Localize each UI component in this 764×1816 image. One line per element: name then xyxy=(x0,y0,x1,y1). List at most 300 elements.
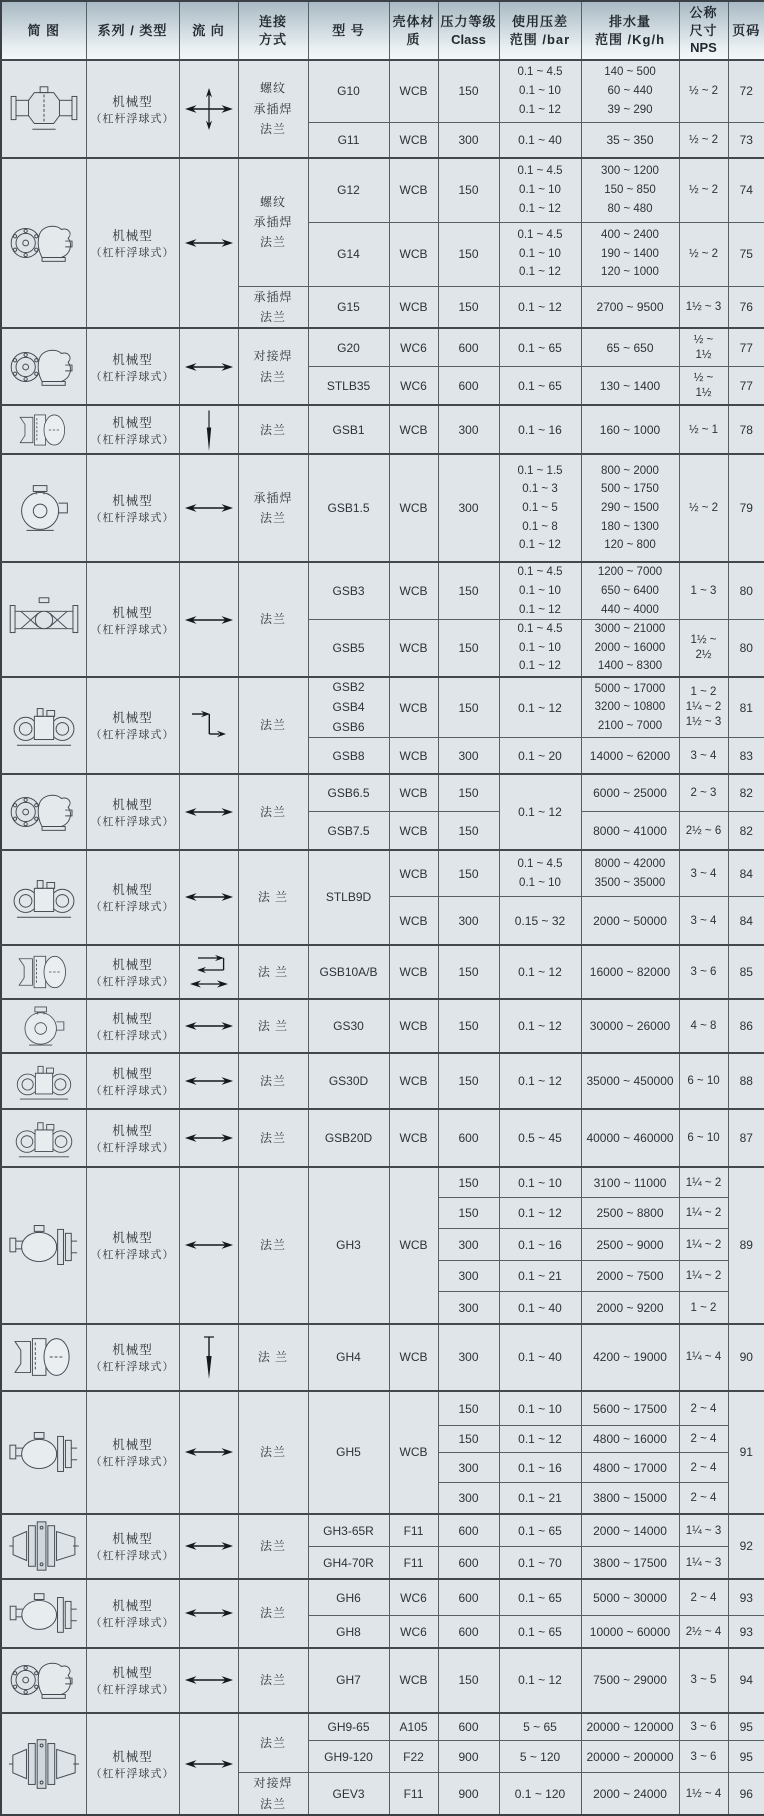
cap-line: 300 ~ 1200 xyxy=(601,165,659,178)
trap-drawing-icon xyxy=(7,1735,81,1793)
flow-cell xyxy=(179,1579,238,1648)
conn-line: 对接焊 xyxy=(253,1776,293,1791)
page-cell: 77 xyxy=(728,328,764,366)
trap-drawing-icon xyxy=(7,697,81,753)
class-cell: 150 xyxy=(438,677,499,738)
series-name: 机械型 xyxy=(112,605,153,620)
model-cell: GH9-65 xyxy=(308,1713,389,1741)
material-cell: F11 xyxy=(389,1547,438,1579)
pressure-cell: 0.1 ~ 12 xyxy=(499,1426,581,1453)
product-diagram xyxy=(1,405,86,454)
conn-line: 法兰 xyxy=(259,511,286,526)
capacity-cell: 2000 ~ 7500 xyxy=(581,1261,679,1292)
pressure-cell: 0.1 ~ 20 xyxy=(499,738,581,774)
capacity-cell: 2500 ~ 9000 xyxy=(581,1229,679,1261)
conn-line: 法兰 xyxy=(259,235,286,250)
class-cell: 600 xyxy=(438,1616,499,1648)
series-type: （杠杆浮球式） xyxy=(90,1361,175,1374)
connection-cell xyxy=(238,850,308,945)
flow-cell xyxy=(179,1167,238,1324)
table-row xyxy=(1,454,764,562)
connection-cell xyxy=(238,677,308,774)
nps-cell: 6 ~ 10 xyxy=(679,1053,728,1109)
header-line: 页码 xyxy=(732,22,761,38)
nps-cell: 1¼ ~ 2 xyxy=(679,1198,728,1229)
class-cell: 300 xyxy=(438,122,499,158)
page-cell: 86 xyxy=(728,999,764,1053)
nps-cell xyxy=(679,328,728,366)
model-cell: GH9-120 xyxy=(308,1741,389,1773)
cap-line: 120 ~ 800 xyxy=(604,539,656,552)
product-diagram xyxy=(1,945,86,999)
trap-drawing-icon xyxy=(7,1056,81,1106)
series-type: （杠杆浮球式） xyxy=(90,433,175,446)
flow-bidirectional-icon xyxy=(184,1540,234,1552)
dp-line: 0.1 ~ 10 xyxy=(519,876,561,889)
col-header-capacity-range xyxy=(581,1,679,60)
class-cell: 300 xyxy=(438,1261,499,1292)
series-cell xyxy=(86,850,179,945)
material-cell: WCB xyxy=(389,60,438,122)
pressure-cell xyxy=(499,562,581,619)
series-type: （杠杆浮球式） xyxy=(90,901,175,914)
product-diagram xyxy=(1,1713,86,1815)
class-cell: 300 xyxy=(438,738,499,774)
pressure-cell: 0.1 ~ 65 xyxy=(499,1579,581,1616)
model-line: GSB4 xyxy=(332,699,365,714)
nps-cell: 2½ ~ 6 xyxy=(679,812,728,850)
nps-line: 1½ xyxy=(695,348,712,361)
pressure-cell: 0.1 ~ 12 xyxy=(499,999,581,1053)
dp-line: 0.1 ~ 10 xyxy=(519,183,561,196)
nps-cell: 1¼ ~ 2 xyxy=(679,1261,728,1292)
cap-line: 1200 ~ 7000 xyxy=(597,566,663,579)
series-name: 机械型 xyxy=(112,711,153,726)
page-cell: 92 xyxy=(728,1514,764,1579)
material-cell: WCB xyxy=(389,620,438,677)
table-row xyxy=(1,1053,764,1109)
series-cell xyxy=(86,158,179,328)
model-cell: GSB7.5 xyxy=(308,812,389,850)
capacity-cell xyxy=(581,454,679,562)
pressure-cell: 0.1 ~ 12 xyxy=(499,945,581,999)
model-line: GSB2 xyxy=(332,680,365,695)
trap-drawing-icon xyxy=(7,784,81,840)
product-diagram xyxy=(1,328,86,405)
header-line: 质 xyxy=(406,31,421,47)
connection-cell xyxy=(238,999,308,1053)
trap-drawing-icon xyxy=(7,1216,81,1274)
nps-cell: 1¼ ~ 4 xyxy=(679,1324,728,1391)
page-cell: 79 xyxy=(728,454,764,562)
dp-line: 0.1 ~ 12 xyxy=(519,103,561,116)
pressure-cell: 0.1 ~ 12 xyxy=(499,286,581,328)
class-cell: 150 xyxy=(438,999,499,1053)
class-cell: 300 xyxy=(438,405,499,454)
series-type: （杠杆浮球式） xyxy=(90,1084,175,1097)
trap-drawing-icon xyxy=(7,1652,81,1708)
series-name: 机械型 xyxy=(112,1599,153,1614)
page-cell: 89 xyxy=(728,1167,764,1324)
capacity-cell: 2700 ~ 9500 xyxy=(581,286,679,328)
capacity-cell: 8000 ~ 41000 xyxy=(581,812,679,850)
cap-line: 290 ~ 1500 xyxy=(601,501,659,514)
flow-bidirectional-icon xyxy=(184,1674,234,1686)
material-cell: F11 xyxy=(389,1773,438,1815)
model-cell: GS30 xyxy=(308,999,389,1053)
class-cell: 150 xyxy=(438,1648,499,1713)
nps-cell xyxy=(679,366,728,405)
flow-bidirectional-icon xyxy=(184,361,234,373)
capacity-cell: 10000 ~ 60000 xyxy=(581,1616,679,1648)
material-cell: WCB xyxy=(389,812,438,850)
pressure-cell xyxy=(499,158,581,222)
header-line: 系列 / 类型 xyxy=(97,22,168,38)
conn-line: 法兰 xyxy=(259,1673,286,1688)
material-cell: WCB xyxy=(389,1324,438,1391)
pressure-cell: 0.1 ~ 12 xyxy=(499,677,581,738)
nps-cell: 1¼ ~ 3 xyxy=(679,1547,728,1579)
product-diagram xyxy=(1,454,86,562)
cap-line: 400 ~ 2400 xyxy=(601,229,659,242)
model-cell: GSB1.5 xyxy=(308,454,389,562)
page-cell: 72 xyxy=(728,60,764,122)
page-cell: 93 xyxy=(728,1579,764,1616)
series-cell xyxy=(86,1713,179,1815)
series-name: 机械型 xyxy=(112,229,153,244)
class-cell: 150 xyxy=(438,1053,499,1109)
series-name: 机械型 xyxy=(112,883,153,898)
table-row xyxy=(1,1648,764,1713)
col-header-class xyxy=(438,1,499,60)
series-name: 机械型 xyxy=(112,95,153,109)
pressure-cell: 5 ~ 65 xyxy=(499,1713,581,1741)
connection-cell xyxy=(238,1391,308,1514)
nps-cell: 3 ~ 5 xyxy=(679,1648,728,1713)
trap-drawing-icon xyxy=(7,81,81,137)
nps-line: 1½ xyxy=(695,386,712,399)
nps-line: 1½ ~ 3 xyxy=(685,716,722,729)
cap-line: 440 ~ 4000 xyxy=(601,603,659,616)
connection-cell xyxy=(238,328,308,405)
flow-step-icon xyxy=(189,709,229,741)
model-cell: G14 xyxy=(308,222,389,286)
capacity-cell: 14000 ~ 62000 xyxy=(581,738,679,774)
flow-down-icon xyxy=(204,408,214,452)
trap-drawing-icon xyxy=(7,1585,81,1641)
flow-cell xyxy=(179,945,238,999)
cap-line: 180 ~ 1300 xyxy=(601,520,659,533)
table-row xyxy=(1,850,764,897)
flow-bidirectional-icon xyxy=(184,614,234,626)
nps-cell: 3 ~ 4 xyxy=(679,738,728,774)
col-header-nps xyxy=(679,1,728,60)
flow-cell xyxy=(179,562,238,677)
series-cell xyxy=(86,405,179,454)
trap-drawing-icon xyxy=(7,407,81,453)
series-name: 机械型 xyxy=(112,797,153,812)
capacity-cell: 3100 ~ 11000 xyxy=(581,1167,679,1198)
header-line: 型 号 xyxy=(332,22,365,38)
page-cell: 80 xyxy=(728,562,764,619)
flow-cell xyxy=(179,1324,238,1391)
connection-cell xyxy=(238,454,308,562)
col-header-page xyxy=(728,1,764,60)
nps-cell xyxy=(679,620,728,677)
nps-cell: ½ ~ 2 xyxy=(679,454,728,562)
cap-line: 3500 ~ 35000 xyxy=(594,876,666,889)
flow-cell xyxy=(179,328,238,405)
series-type: （杠杆浮球式） xyxy=(90,1550,175,1563)
connection-cell xyxy=(238,1648,308,1713)
pressure-cell xyxy=(499,454,581,562)
flow-cell xyxy=(179,454,238,562)
product-diagram xyxy=(1,850,86,945)
pressure-cell: 0.1 ~ 65 xyxy=(499,1514,581,1547)
table-row xyxy=(1,158,764,222)
product-diagram xyxy=(1,1648,86,1713)
cap-line: 190 ~ 1400 xyxy=(601,247,659,260)
conn-line: 法 兰 xyxy=(257,890,289,905)
class-cell: 150 xyxy=(438,774,499,812)
page-cell: 82 xyxy=(728,774,764,812)
cap-line: 80 ~ 480 xyxy=(607,202,653,215)
nps-line: 2½ xyxy=(695,649,712,662)
conn-line: 法兰 xyxy=(259,1130,286,1145)
class-cell: 900 xyxy=(438,1773,499,1815)
dp-line: 0.1 ~ 4.5 xyxy=(517,165,563,178)
class-cell: 600 xyxy=(438,1547,499,1579)
dp-line: 0.1 ~ 3 xyxy=(522,483,558,496)
series-type: （杠杆浮球式） xyxy=(90,1249,175,1262)
material-cell: WCB xyxy=(389,122,438,158)
class-cell: 300 xyxy=(438,1292,499,1324)
series-type: （杠杆浮球式） xyxy=(90,815,175,828)
nps-cell: ½ ~ 2 xyxy=(679,60,728,122)
dp-line: 0.1 ~ 4.5 xyxy=(517,229,563,242)
nps-cell: 2 ~ 4 xyxy=(679,1483,728,1514)
material-cell: WCB xyxy=(389,405,438,454)
col-header-flow xyxy=(179,1,238,60)
connection-cell xyxy=(238,945,308,999)
model-cell: GSB10A/B xyxy=(308,945,389,999)
connection-cell xyxy=(238,562,308,677)
nps-cell: 2 ~ 4 xyxy=(679,1453,728,1483)
cap-line: 650 ~ 6400 xyxy=(601,584,659,597)
page-cell: 84 xyxy=(728,897,764,945)
series-name: 机械型 xyxy=(112,1011,153,1026)
header-line: NPS xyxy=(690,40,717,56)
material-cell: WCB xyxy=(389,562,438,619)
conn-line: 法 兰 xyxy=(257,1350,289,1365)
dp-line: 0.1 ~ 1.5 xyxy=(517,464,563,477)
capacity-cell: 5000 ~ 30000 xyxy=(581,1579,679,1616)
trap-drawing-icon xyxy=(7,592,81,648)
header-line: 简 图 xyxy=(27,22,61,38)
class-cell: 150 xyxy=(438,945,499,999)
conn-line: 承插焊 xyxy=(253,101,293,116)
capacity-cell xyxy=(581,158,679,222)
series-cell xyxy=(86,1167,179,1324)
capacity-cell: 20000 ~ 200000 xyxy=(581,1741,679,1773)
trap-drawing-icon xyxy=(7,869,81,925)
material-cell: A105 xyxy=(389,1713,438,1741)
conn-line: 法兰 xyxy=(259,1073,286,1088)
pressure-cell: 0.1 ~ 12 xyxy=(499,1053,581,1109)
product-diagram xyxy=(1,1109,86,1167)
series-type: （杠杆浮球式） xyxy=(90,1768,175,1781)
capacity-cell: 2000 ~ 24000 xyxy=(581,1773,679,1815)
trap-drawing-icon xyxy=(7,478,81,538)
class-cell: 300 xyxy=(438,897,499,945)
nps-cell: 3 ~ 6 xyxy=(679,945,728,999)
model-cell: GSB1 xyxy=(308,405,389,454)
table-row xyxy=(1,1713,764,1741)
trap-drawing-icon xyxy=(7,1423,81,1481)
col-header-connection xyxy=(238,1,308,60)
class-cell: 150 xyxy=(438,1167,499,1198)
series-cell xyxy=(86,999,179,1053)
flow-bidirectional-icon xyxy=(184,1239,234,1251)
series-name: 机械型 xyxy=(112,957,153,972)
flow-bidirectional-icon xyxy=(184,502,234,514)
nps-cell: 3 ~ 4 xyxy=(679,850,728,897)
model-cell: STLB35 xyxy=(308,366,389,405)
flow-bidirectional-icon xyxy=(184,1075,234,1087)
nps-cell: 2 ~ 4 xyxy=(679,1391,728,1426)
page-cell: 85 xyxy=(728,945,764,999)
class-cell: 300 xyxy=(438,1324,499,1391)
product-diagram xyxy=(1,60,86,158)
pressure-cell: 0.1 ~ 21 xyxy=(499,1483,581,1514)
material-cell: WCB xyxy=(389,454,438,562)
product-diagram xyxy=(1,1579,86,1648)
pressure-cell: 0.1 ~ 16 xyxy=(499,405,581,454)
trap-drawing-icon xyxy=(7,215,81,271)
nps-cell: 4 ~ 8 xyxy=(679,999,728,1053)
nps-line: ½ ~ xyxy=(693,371,714,384)
connection-cell xyxy=(238,286,308,328)
series-cell xyxy=(86,774,179,850)
class-cell: 150 xyxy=(438,1426,499,1453)
table-row xyxy=(1,1324,764,1391)
trap-drawing-icon xyxy=(7,1002,81,1050)
class-cell: 600 xyxy=(438,328,499,366)
capacity-cell: 3800 ~ 15000 xyxy=(581,1483,679,1514)
series-cell xyxy=(86,562,179,677)
series-name: 机械型 xyxy=(112,1666,153,1681)
series-name: 机械型 xyxy=(112,1532,153,1547)
pressure-cell: 0.1 ~ 40 xyxy=(499,1324,581,1391)
dp-line: 0.1 ~ 4.5 xyxy=(517,566,563,579)
page-cell: 96 xyxy=(728,1773,764,1815)
header-line: 使用压差 xyxy=(511,13,568,29)
table-row xyxy=(1,774,764,812)
table-row xyxy=(1,999,764,1053)
series-type: （杠杆浮球式） xyxy=(90,1684,175,1697)
flow-bidirectional-icon xyxy=(184,1020,234,1032)
class-cell: 300 xyxy=(438,1453,499,1483)
header-line: 压力等级 xyxy=(440,13,497,29)
capacity-cell: 65 ~ 650 xyxy=(581,328,679,366)
pressure-cell: 0.1 ~ 12 xyxy=(499,1648,581,1713)
class-cell: 150 xyxy=(438,286,499,328)
connection-cell xyxy=(238,1167,308,1324)
connection-cell xyxy=(238,405,308,454)
class-cell: 150 xyxy=(438,1391,499,1426)
trap-drawing-icon xyxy=(7,339,81,395)
model-cell: G10 xyxy=(308,60,389,122)
page-cell: 95 xyxy=(728,1741,764,1773)
page-cell: 94 xyxy=(728,1648,764,1713)
cap-line: 60 ~ 440 xyxy=(607,84,653,97)
nps-cell: 3 ~ 6 xyxy=(679,1741,728,1773)
conn-line: 承插焊 xyxy=(253,490,293,505)
pressure-cell xyxy=(499,620,581,677)
series-cell xyxy=(86,454,179,562)
connection-cell xyxy=(238,1324,308,1391)
table-row xyxy=(1,1514,764,1547)
connection-cell xyxy=(238,1514,308,1579)
table-row xyxy=(1,405,764,454)
class-cell: 150 xyxy=(438,60,499,122)
model-cell: GSB5 xyxy=(308,620,389,677)
material-cell: WCB xyxy=(389,1391,438,1514)
capacity-cell: 5600 ~ 17500 xyxy=(581,1391,679,1426)
page-cell: 75 xyxy=(728,222,764,286)
capacity-cell: 6000 ~ 25000 xyxy=(581,774,679,812)
series-type: （杠杆浮球式） xyxy=(90,1456,175,1469)
capacity-cell: 2500 ~ 8800 xyxy=(581,1198,679,1229)
flow-cell xyxy=(179,850,238,945)
material-cell: WCB xyxy=(389,850,438,897)
nps-cell: 1½ ~ 4 xyxy=(679,1773,728,1815)
flow-cross-icon xyxy=(184,87,234,131)
header-line: Class xyxy=(451,31,486,47)
dp-line: 0.1 ~ 4.5 xyxy=(517,858,563,871)
material-cell: WCB xyxy=(389,774,438,812)
series-cell xyxy=(86,1514,179,1579)
flow-cell xyxy=(179,999,238,1053)
table-row xyxy=(1,945,764,999)
pressure-cell: 0.1 ~ 120 xyxy=(499,1773,581,1815)
class-cell: 900 xyxy=(438,1741,499,1773)
series-type: （杠杆浮球式） xyxy=(90,370,175,383)
pressure-cell: 0.1 ~ 21 xyxy=(499,1261,581,1292)
dp-line: 0.1 ~ 10 xyxy=(519,84,561,97)
flow-cell xyxy=(179,1053,238,1109)
series-type: （杠杆浮球式） xyxy=(90,247,175,260)
flow-bidirectional-icon xyxy=(184,891,234,903)
class-cell: 300 xyxy=(438,454,499,562)
table-row xyxy=(1,328,764,366)
series-name: 机械型 xyxy=(112,415,153,430)
cap-line: 120 ~ 1000 xyxy=(601,266,659,279)
flow-uturn-bidirectional-icon xyxy=(187,952,231,992)
capacity-cell: 4800 ~ 16000 xyxy=(581,1426,679,1453)
flow-cell xyxy=(179,774,238,850)
connection-cell xyxy=(238,158,308,286)
material-cell: WC6 xyxy=(389,1579,438,1616)
capacity-cell: 160 ~ 1000 xyxy=(581,405,679,454)
series-name: 机械型 xyxy=(112,1343,153,1358)
page-cell: 74 xyxy=(728,158,764,222)
flow-cell xyxy=(179,677,238,774)
model-cell: GSB3 xyxy=(308,562,389,619)
page-cell: 81 xyxy=(728,677,764,738)
table-row xyxy=(1,677,764,738)
class-cell: 150 xyxy=(438,850,499,897)
